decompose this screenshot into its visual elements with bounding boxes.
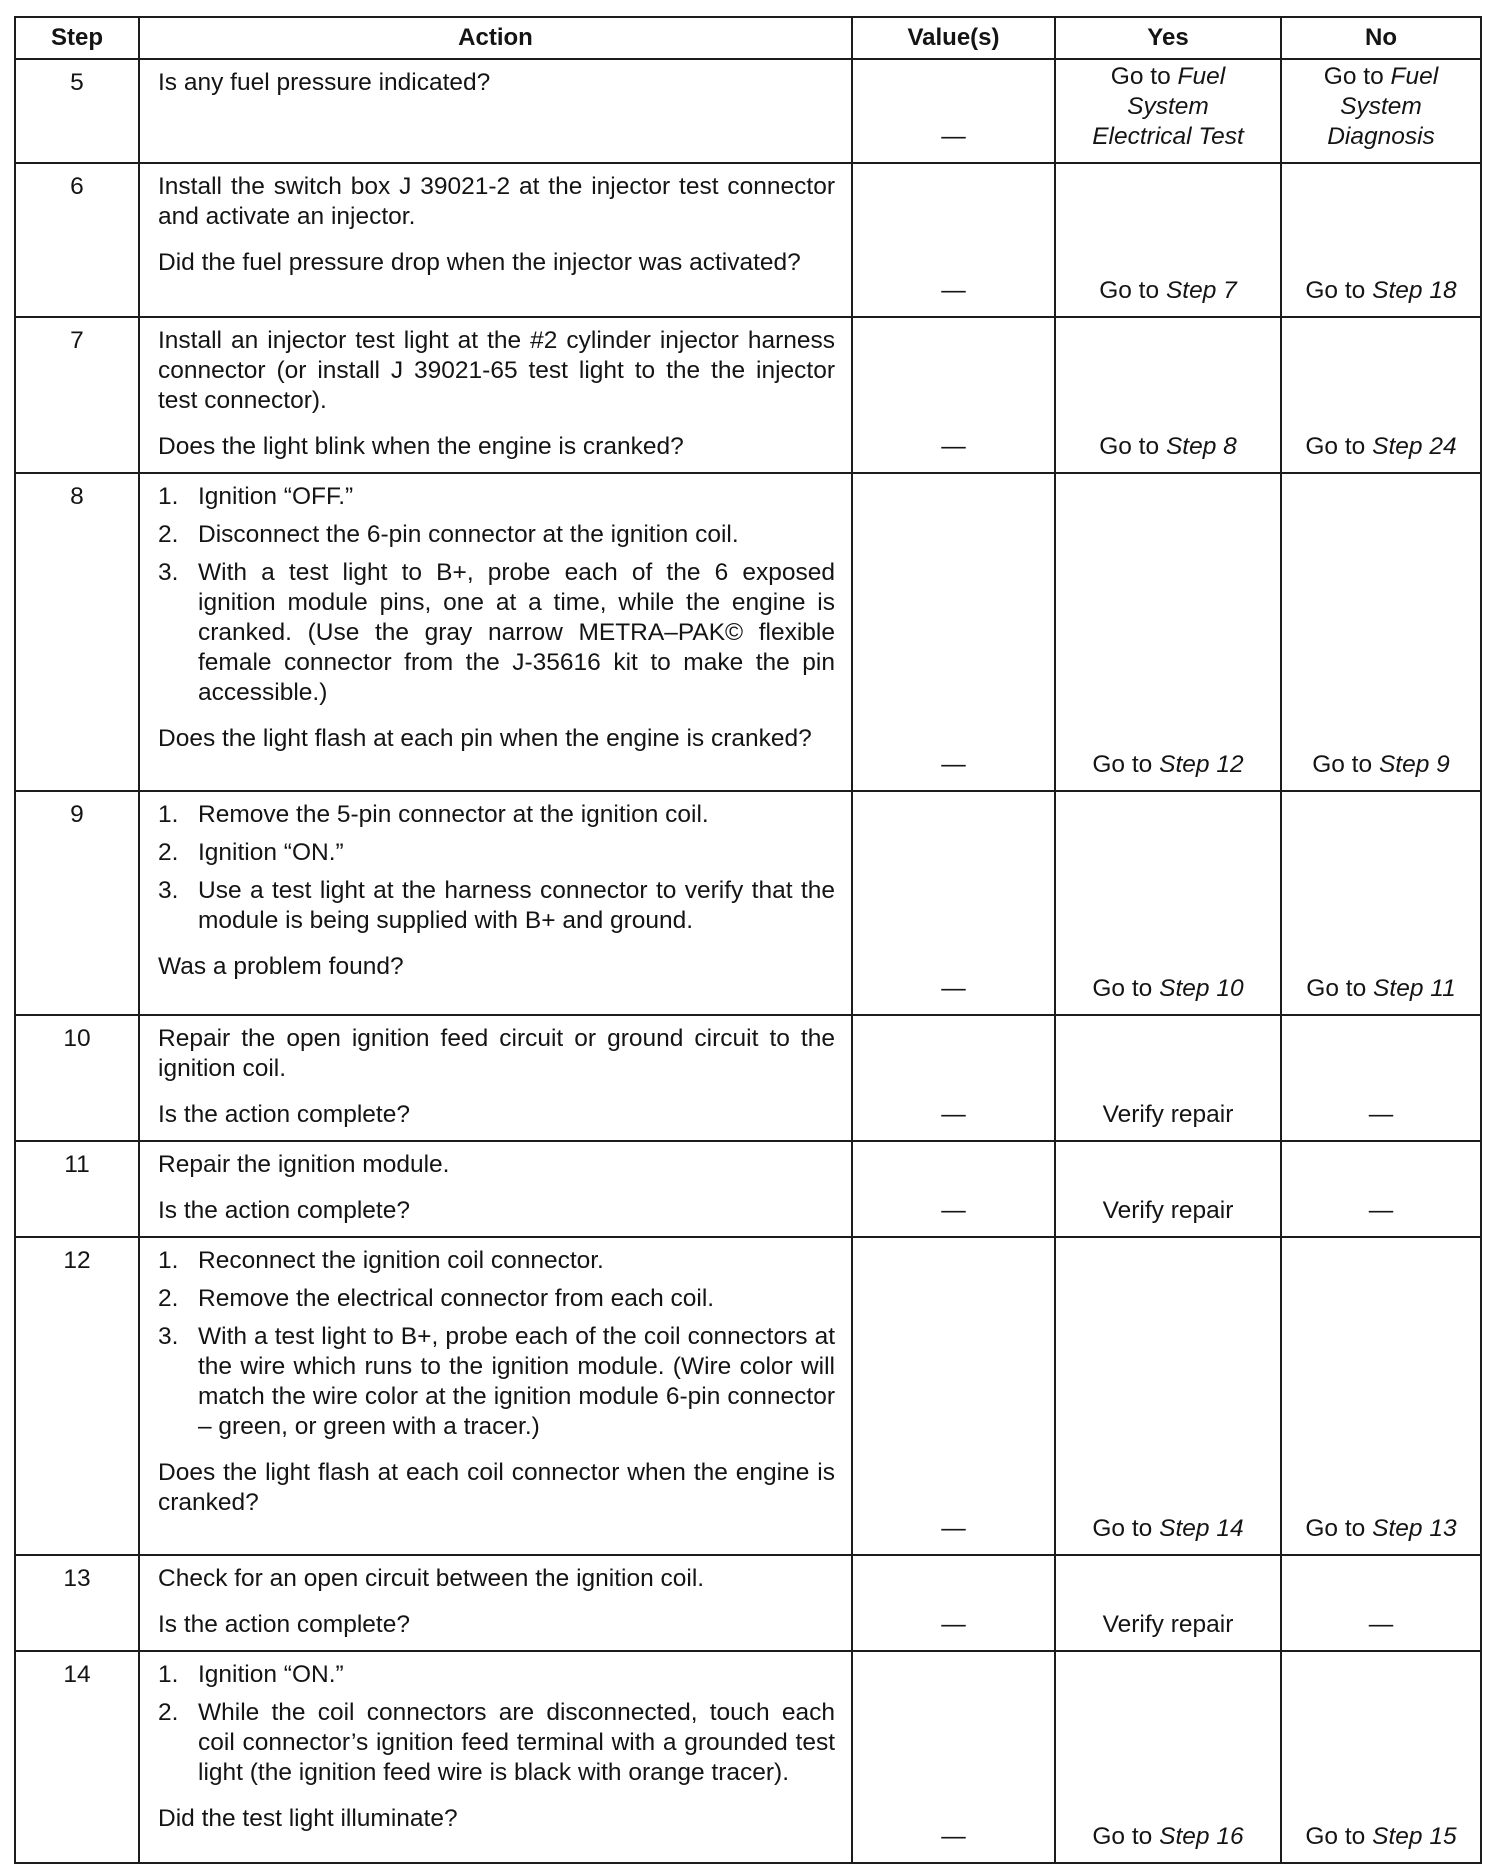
value-cell: — bbox=[852, 1141, 1055, 1237]
yes-step-ref: Step 8 bbox=[1165, 433, 1237, 460]
action-cell bbox=[139, 1651, 852, 1863]
no-cell bbox=[1281, 1651, 1481, 1863]
action-cell bbox=[139, 1237, 852, 1555]
header-no: No bbox=[1281, 17, 1481, 59]
yes-cell: Verify repair bbox=[1055, 1141, 1281, 1237]
list-item: 1. Ignition “ON.” bbox=[158, 1661, 344, 1688]
goto-text: Go to bbox=[1099, 277, 1160, 304]
goto-text: Go to bbox=[1323, 63, 1384, 90]
table-row bbox=[15, 1651, 1481, 1863]
step-number: 12 bbox=[15, 1237, 139, 1555]
action-question: Does the light flash at each pin when the engine is cranked? bbox=[158, 725, 812, 752]
yes-step-ref: Step 10 bbox=[1159, 975, 1244, 1002]
table-row bbox=[15, 1555, 1481, 1651]
action-cell bbox=[139, 1555, 852, 1651]
yes-cell bbox=[1055, 317, 1281, 473]
no-step-ref: Step 24 bbox=[1372, 433, 1457, 460]
value-cell: — bbox=[852, 59, 1055, 163]
no-step-ref: Step 11 bbox=[1373, 975, 1456, 1002]
no-step-ref: Step 18 bbox=[1372, 277, 1457, 304]
step-number: 10 bbox=[15, 1015, 139, 1141]
action-question: Is the action complete? bbox=[158, 1101, 410, 1128]
value-cell: — bbox=[852, 1651, 1055, 1863]
no-cell bbox=[1281, 473, 1481, 791]
value-cell: — bbox=[852, 1237, 1055, 1555]
header-yes: Yes bbox=[1055, 17, 1281, 59]
no-cell bbox=[1281, 1237, 1481, 1555]
value-cell: — bbox=[852, 791, 1055, 1015]
yes-cell bbox=[1055, 59, 1281, 163]
yes-step-ref: Step 7 bbox=[1165, 277, 1237, 304]
goto-text: Go to bbox=[1305, 433, 1366, 460]
header-row bbox=[15, 17, 1481, 59]
step-number: 6 bbox=[15, 163, 139, 317]
action-cell bbox=[139, 791, 852, 1015]
list-item: 2. While the coil connectors are disconnected, touch each coil connector’s ignition feed terminal with a grounded test light (the ignition feed wire is black with orange tracer). bbox=[158, 1699, 835, 1786]
action-cell bbox=[139, 59, 852, 163]
yes-cell: Verify repair bbox=[1055, 1015, 1281, 1141]
step-number: 13 bbox=[15, 1555, 139, 1651]
goto-text: Go to bbox=[1110, 63, 1171, 90]
no-ref-line2: System bbox=[1340, 93, 1422, 120]
action-cell bbox=[139, 163, 852, 317]
table-row bbox=[15, 59, 1481, 163]
value-cell: — bbox=[852, 1555, 1055, 1651]
step-number: 7 bbox=[15, 317, 139, 473]
table-row bbox=[15, 1141, 1481, 1237]
no-step-ref: Step 13 bbox=[1372, 1515, 1457, 1542]
header-values: Value(s) bbox=[852, 17, 1055, 59]
action-question: Is the action complete? bbox=[158, 1611, 410, 1638]
action-question: Was a problem found? bbox=[158, 953, 404, 980]
action-cell bbox=[139, 1015, 852, 1141]
header-step: Step bbox=[15, 17, 139, 59]
action-steps bbox=[158, 800, 835, 936]
yes-step-ref: Step 16 bbox=[1159, 1823, 1244, 1850]
no-cell bbox=[1281, 317, 1481, 473]
no-step-ref: Step 9 bbox=[1378, 751, 1450, 778]
no-cell bbox=[1281, 59, 1481, 163]
no-ref-line3: Diagnosis bbox=[1327, 123, 1435, 150]
goto-text: Go to bbox=[1092, 1515, 1153, 1542]
yes-cell: Verify repair bbox=[1055, 1555, 1281, 1651]
action-text: Check for an open circuit between the ignition coil. bbox=[158, 1565, 705, 1592]
list-item: 1. Reconnect the ignition coil connector. bbox=[158, 1247, 604, 1274]
step-number: 14 bbox=[15, 1651, 139, 1863]
value-cell: — bbox=[852, 317, 1055, 473]
action-steps bbox=[158, 1246, 835, 1442]
table-row bbox=[15, 1015, 1481, 1141]
step-number: 5 bbox=[15, 59, 139, 163]
action-text: Repair the ignition module. bbox=[158, 1151, 450, 1178]
action-text: Install an injector test light at the #2 cylinder injector harness connector (or install J 39021-65 test light to the the injector test connector). bbox=[158, 327, 835, 414]
goto-text: Go to bbox=[1099, 433, 1160, 460]
yes-cell bbox=[1055, 473, 1281, 791]
action-question: Does the light blink when the engine is cranked? bbox=[158, 433, 684, 460]
action-question: Did the fuel pressure drop when the injector was activated? bbox=[158, 249, 801, 276]
list-item: 2. Ignition “ON.” bbox=[158, 839, 344, 866]
value-cell: — bbox=[852, 163, 1055, 317]
list-item: 2. Disconnect the 6-pin connector at the ignition coil. bbox=[158, 521, 739, 548]
yes-step-ref: Step 14 bbox=[1159, 1515, 1244, 1542]
no-cell: — bbox=[1281, 1141, 1481, 1237]
no-cell bbox=[1281, 163, 1481, 317]
yes-step-ref: Step 12 bbox=[1159, 751, 1244, 778]
action-text: Install the switch box J 39021-2 at the injector test connector and activate an injector. bbox=[158, 173, 835, 230]
table-row bbox=[15, 317, 1481, 473]
table-row bbox=[15, 163, 1481, 317]
goto-text: Go to bbox=[1305, 1515, 1366, 1542]
no-ref-line1: Fuel bbox=[1390, 63, 1439, 90]
goto-text: Go to bbox=[1092, 751, 1153, 778]
yes-ref-line3: Electrical Test bbox=[1092, 123, 1244, 150]
step-number: 8 bbox=[15, 473, 139, 791]
yes-ref-line2: System bbox=[1127, 93, 1209, 120]
action-question: Is any fuel pressure indicated? bbox=[158, 69, 491, 96]
action-question: Does the light flash at each coil connector when the engine is cranked? bbox=[158, 1459, 835, 1516]
goto-text: Go to bbox=[1305, 1823, 1366, 1850]
list-item: 3. With a test light to B+, probe each of the 6 exposed ignition module pins, one at a time, while the engine is cranked. (Use the gray narrow METRA–PAK© flexible female connector from the J-35616 kit to make the pin accessible.) bbox=[158, 559, 835, 706]
no-cell bbox=[1281, 791, 1481, 1015]
no-step-ref: Step 15 bbox=[1372, 1823, 1457, 1850]
list-item: 2. Remove the electrical connector from each coil. bbox=[158, 1285, 715, 1312]
yes-cell bbox=[1055, 791, 1281, 1015]
action-question: Is the action complete? bbox=[158, 1197, 410, 1224]
action-steps bbox=[158, 1660, 835, 1788]
action-text: Repair the open ignition feed circuit or ground circuit to the ignition coil. bbox=[158, 1025, 835, 1082]
no-cell: — bbox=[1281, 1555, 1481, 1651]
yes-cell bbox=[1055, 1237, 1281, 1555]
value-cell: — bbox=[852, 1015, 1055, 1141]
goto-text: Go to bbox=[1312, 751, 1373, 778]
yes-ref-line1: Fuel bbox=[1177, 63, 1226, 90]
table-row bbox=[15, 1237, 1481, 1555]
list-item: 1. Remove the 5-pin connector at the ignition coil. bbox=[158, 801, 709, 828]
action-cell bbox=[139, 317, 852, 473]
goto-text: Go to bbox=[1306, 975, 1367, 1002]
goto-text: Go to bbox=[1092, 975, 1153, 1002]
diagnostic-table bbox=[14, 16, 1482, 1864]
no-cell: — bbox=[1281, 1015, 1481, 1141]
table-row bbox=[15, 791, 1481, 1015]
table-row bbox=[15, 473, 1481, 791]
goto-text: Go to bbox=[1305, 277, 1366, 304]
goto-text: Go to bbox=[1092, 1823, 1153, 1850]
action-steps bbox=[158, 482, 835, 708]
step-number: 11 bbox=[15, 1141, 139, 1237]
yes-cell bbox=[1055, 163, 1281, 317]
diagnostic-table-page bbox=[14, 16, 1480, 1864]
list-item: 3. With a test light to B+, probe each of the coil connectors at the wire which runs to the ignition module. (Wire color will match the wire color at the ignition module 6-pin connector – green, or green with a tracer.) bbox=[158, 1323, 835, 1440]
action-cell bbox=[139, 1141, 852, 1237]
yes-cell bbox=[1055, 1651, 1281, 1863]
list-item: 3. Use a test light at the harness connector to verify that the module is being supplied with B+ and ground. bbox=[158, 877, 835, 934]
header-action: Action bbox=[139, 17, 852, 59]
step-number: 9 bbox=[15, 791, 139, 1015]
action-cell bbox=[139, 473, 852, 791]
list-item: 1. Ignition “OFF.” bbox=[158, 483, 354, 510]
value-cell: — bbox=[852, 473, 1055, 791]
action-question: Did the test light illuminate? bbox=[158, 1805, 458, 1832]
